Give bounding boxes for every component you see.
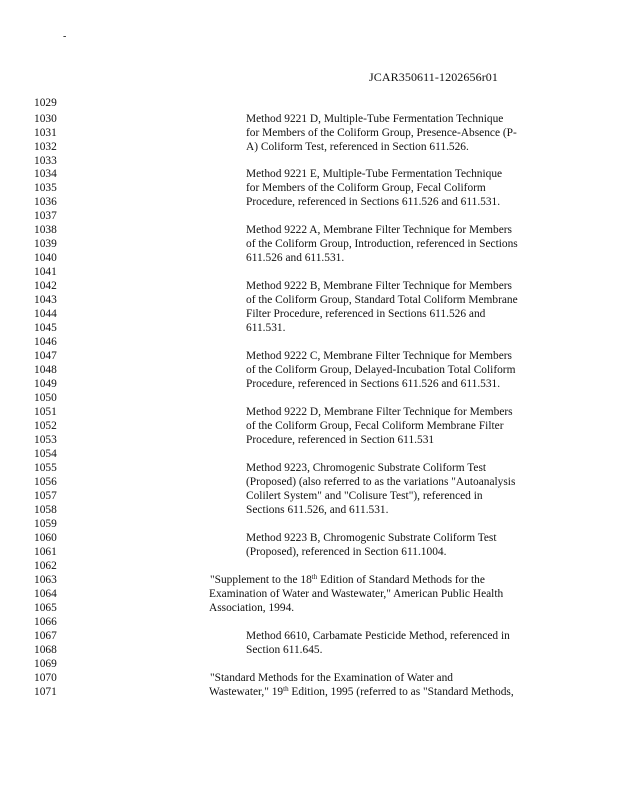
line-text: Method 9223, Chromogenic Substrate Coliform Test	[246, 462, 487, 474]
line-number: 1052	[34, 420, 57, 432]
line-text: A) Coliform Test, referenced in Section 611.526.	[246, 141, 469, 153]
line-1045	[0, 322, 618, 336]
line-text: Wastewater," 19th Edition, 1995 (referred to as "Standard Methods,	[209, 685, 514, 698]
line-number: 1045	[34, 322, 57, 334]
line-text: "Standard Methods for the Examination of Water and	[210, 672, 453, 684]
line-text: Method 9221 E, Multiple-Tube Fermentation Technique	[246, 168, 503, 180]
line-text: Colilert System" and "Colisure Test"), referenced in	[246, 490, 483, 502]
line-number: 1064	[34, 588, 57, 600]
line-number: 1036	[34, 196, 57, 208]
superscript: th	[283, 685, 289, 693]
line-number: 1044	[34, 308, 57, 320]
line-text: (Proposed) (also referred to as the variations "Autoanalysis	[246, 476, 516, 488]
line-1034	[0, 168, 618, 182]
superscript: th	[311, 573, 318, 581]
line-text: Filter Procedure, referenced in Sections 611.526 and	[246, 308, 486, 320]
line-text: Method 9222 A, Membrane Filter Technique for Members	[246, 224, 512, 236]
line-1067	[0, 630, 618, 644]
line-text: 611.526 and 611.531.	[246, 252, 345, 264]
line-1056	[0, 476, 618, 490]
line-text: (Proposed), referenced in Section 611.1004.	[246, 546, 447, 558]
line-1029	[0, 97, 618, 111]
line-number: 1029	[34, 97, 57, 109]
line-1057	[0, 490, 618, 504]
line-1059	[0, 518, 618, 532]
line-1061	[0, 546, 618, 560]
line-number: 1069	[34, 658, 57, 670]
line-1054	[0, 448, 618, 462]
line-number: 1032	[34, 141, 57, 153]
line-number: 1065	[34, 602, 57, 614]
line-number: 1067	[34, 630, 57, 642]
line-1065	[0, 602, 618, 616]
line-number: 1035	[34, 182, 57, 194]
line-number: 1070	[34, 672, 57, 684]
line-1046	[0, 336, 618, 350]
line-1035	[0, 182, 618, 196]
line-1064	[0, 588, 618, 602]
line-number: 1048	[34, 364, 57, 376]
line-number: 1055	[34, 462, 57, 474]
line-1031	[0, 127, 618, 141]
line-1038	[0, 224, 618, 238]
line-1066	[0, 616, 618, 630]
line-number: 1060	[34, 532, 57, 544]
line-1053	[0, 434, 618, 448]
line-number: 1031	[34, 127, 57, 139]
line-1044	[0, 308, 618, 322]
line-1050	[0, 392, 618, 406]
line-number: 1040	[34, 252, 57, 264]
line-text: for Members of the Coliform Group, Fecal Coliform	[246, 182, 486, 194]
line-number: 1037	[34, 210, 57, 222]
line-1063	[0, 574, 618, 588]
line-text: Method 9223 B, Chromogenic Substrate Coliform Test	[246, 532, 497, 544]
line-number: 1063	[34, 574, 57, 586]
line-number: 1046	[34, 336, 57, 348]
line-1071	[0, 686, 618, 700]
line-text: Procedure, referenced in Sections 611.526 and 611.531.	[246, 378, 501, 390]
top-mark: -	[63, 31, 67, 42]
line-text: Association, 1994.	[209, 602, 295, 614]
line-1033	[0, 155, 618, 169]
line-1036	[0, 196, 618, 210]
line-1037	[0, 210, 618, 224]
line-text: Examination of Water and Wastewater," American Public Health	[209, 588, 504, 600]
line-number: 1033	[34, 155, 57, 167]
line-text: for Members of the Coliform Group, Presence-Absence (P-	[246, 127, 517, 139]
line-number: 1051	[34, 406, 57, 418]
line-number: 1071	[34, 686, 57, 698]
line-number: 1061	[34, 546, 57, 558]
line-1068	[0, 644, 618, 658]
line-text: of the Coliform Group, Delayed-Incubation Total Coliform	[246, 364, 516, 376]
line-number: 1056	[34, 476, 57, 488]
line-text: Method 9222 D, Membrane Filter Technique for Members	[246, 406, 513, 418]
line-text: Method 6610, Carbamate Pesticide Method, referenced in	[246, 630, 510, 642]
line-1051	[0, 406, 618, 420]
line-number: 1058	[34, 504, 57, 516]
line-number: 1030	[34, 113, 57, 125]
line-1041	[0, 266, 618, 280]
line-text: "Supplement to the 18th Edition of Standard Methods for the	[210, 573, 485, 586]
line-number: 1049	[34, 378, 57, 390]
line-1052	[0, 420, 618, 434]
line-number: 1038	[34, 224, 57, 236]
line-1032	[0, 141, 618, 155]
line-number: 1054	[34, 448, 57, 460]
line-number: 1043	[34, 294, 57, 306]
line-text: Method 9221 D, Multiple-Tube Fermentation Technique	[246, 113, 504, 125]
line-number: 1034	[34, 168, 57, 180]
line-1049	[0, 378, 618, 392]
line-text: 611.531.	[246, 322, 286, 334]
line-number: 1050	[34, 392, 57, 404]
line-number: 1047	[34, 350, 57, 362]
line-text: Method 9222 C, Membrane Filter Technique for Members	[246, 350, 512, 362]
document-id: JCAR350611-1202656r01	[369, 70, 498, 84]
line-1039	[0, 238, 618, 252]
line-number: 1053	[34, 434, 57, 446]
line-text: Method 9222 B, Membrane Filter Technique for Members	[246, 280, 512, 292]
line-number: 1059	[34, 518, 57, 530]
line-1043	[0, 294, 618, 308]
line-1048	[0, 364, 618, 378]
line-number: 1039	[34, 238, 57, 250]
line-1042	[0, 280, 618, 294]
line-1047	[0, 350, 618, 364]
line-text: Sections 611.526, and 611.531.	[246, 504, 389, 516]
line-number: 1041	[34, 266, 57, 278]
line-number: 1057	[34, 490, 57, 502]
line-number: 1068	[34, 644, 57, 656]
line-text: Procedure, referenced in Sections 611.526 and 611.531.	[246, 196, 501, 208]
line-text: of the Coliform Group, Standard Total Coliform Membrane	[246, 294, 518, 306]
line-text: Procedure, referenced in Section 611.531	[246, 434, 435, 446]
line-1062	[0, 560, 618, 574]
line-number: 1062	[34, 560, 57, 572]
line-text: of the Coliform Group, Introduction, referenced in Sections	[246, 238, 518, 250]
line-1030	[0, 113, 618, 127]
line-number: 1066	[34, 616, 57, 628]
line-1055	[0, 462, 618, 476]
line-number: 1042	[34, 280, 57, 292]
line-1060	[0, 532, 618, 546]
line-1058	[0, 504, 618, 518]
line-text: Section 611.645.	[246, 644, 323, 656]
line-text: of the Coliform Group, Fecal Coliform Membrane Filter	[246, 420, 504, 432]
line-1040	[0, 252, 618, 266]
line-1069	[0, 658, 618, 672]
line-1070	[0, 672, 618, 686]
